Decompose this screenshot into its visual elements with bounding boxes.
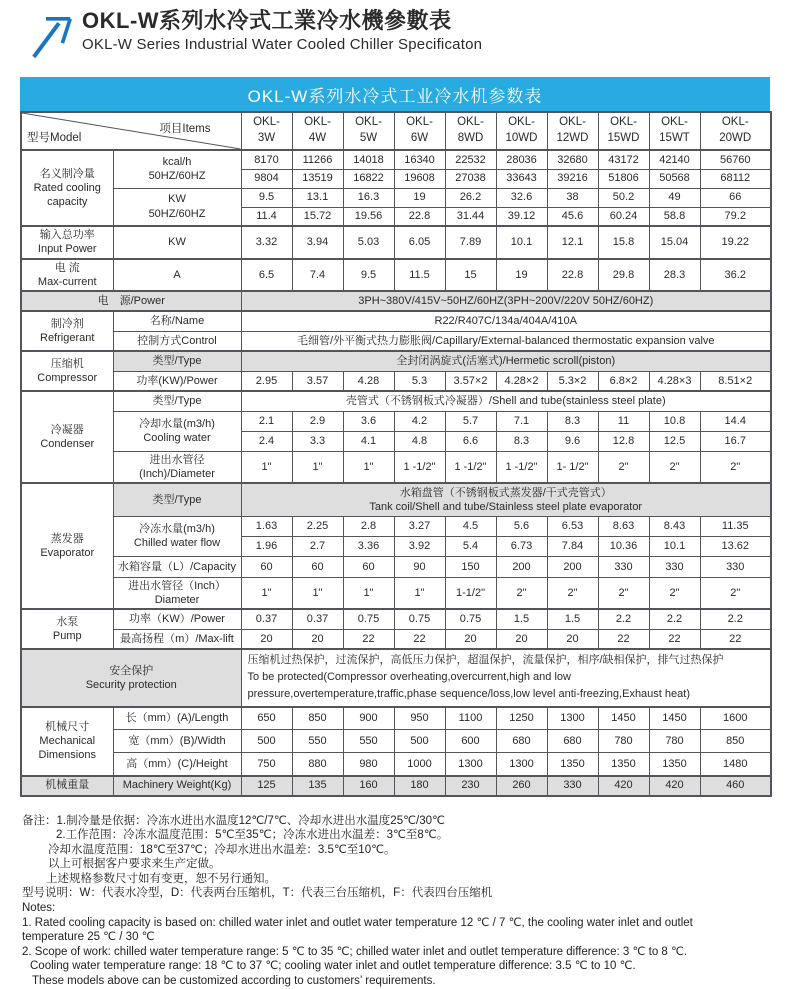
value-cell: 10.36 xyxy=(598,536,649,556)
value-cell: 2.1 xyxy=(241,411,292,431)
value-cell: 500 xyxy=(394,730,445,753)
model-header: OKL- 10WD xyxy=(496,112,547,150)
value-cell: 1100 xyxy=(445,707,496,730)
value-cell: 6.6 xyxy=(445,431,496,451)
value-cell: 20 xyxy=(445,629,496,649)
value-cell: 2.2 xyxy=(700,609,771,629)
value-cell: 4.28×3 xyxy=(649,371,700,391)
value-cell: 2" xyxy=(547,577,598,609)
value-cell: 550 xyxy=(292,730,343,753)
note-line: 2.工作范围：冷冻水温度范围：5℃至35℃；冷冻水进出水温差：3℃至8℃。 xyxy=(56,829,449,842)
value-cell: 3.94 xyxy=(292,226,343,259)
item-label: 最高扬程（m）/Max-lift xyxy=(113,629,241,649)
value-cell: 79.2 xyxy=(700,207,771,226)
table-row xyxy=(21,411,771,431)
item-label: 类型/Type xyxy=(113,483,241,516)
value-cell: 8.3 xyxy=(547,411,598,431)
table-row xyxy=(21,291,771,311)
value-cell: 200 xyxy=(547,556,598,577)
model-header: OKL- 3W xyxy=(241,112,292,150)
table-row xyxy=(21,649,771,706)
value-cell: 8.43 xyxy=(649,516,700,536)
value-cell: 31.44 xyxy=(445,207,496,226)
value-cell: 2" xyxy=(649,577,700,609)
value-cell: 0.37 xyxy=(292,609,343,629)
merged-value-cell: 壳管式（不锈钢板式冷凝器）/Shell and tube(stainless steel plate) xyxy=(241,391,771,411)
item-label: 功率（KW）/Power xyxy=(113,609,241,629)
value-cell: 1" xyxy=(241,577,292,609)
value-cell: 650 xyxy=(241,707,292,730)
value-cell: 1 -1/2" xyxy=(496,451,547,483)
item-label: 冷冻水量(m3/h) Chilled water flow xyxy=(113,516,241,556)
note-line: 冷却水温度范围：18℃至37℃；冷却水进出水温差：3.5℃至10℃。 xyxy=(48,843,396,856)
table-row xyxy=(21,188,771,207)
value-cell: 8.51×2 xyxy=(700,371,771,391)
value-cell: 600 xyxy=(445,730,496,753)
item-label: Machinery Weight(Kg) xyxy=(113,776,241,796)
value-cell: 1350 xyxy=(598,753,649,776)
value-cell: 2.95 xyxy=(241,371,292,391)
spec-table-wrap xyxy=(20,77,770,797)
value-cell: 1" xyxy=(343,577,394,609)
value-cell: 2.2 xyxy=(598,609,649,629)
value-cell: 58.8 xyxy=(649,207,700,226)
value-cell: 1 -1/2" xyxy=(445,451,496,483)
value-cell: 1.63 xyxy=(241,516,292,536)
value-cell: 850 xyxy=(700,730,771,753)
category-label: 输入总功率 Input Power xyxy=(21,226,113,259)
value-cell: 9.5 xyxy=(241,188,292,207)
value-cell: 5.3 xyxy=(394,371,445,391)
value-cell: 33643 xyxy=(496,169,547,188)
value-cell: 2.2 xyxy=(649,609,700,629)
value-cell: 15.72 xyxy=(292,207,343,226)
value-cell: 8170 xyxy=(241,150,292,169)
item-label: KW xyxy=(113,226,241,259)
value-cell: 8.3 xyxy=(496,431,547,451)
value-cell: 9804 xyxy=(241,169,292,188)
table-row xyxy=(21,150,771,169)
model-header: OKL- 12WD xyxy=(547,112,598,150)
value-cell: 12.5 xyxy=(649,431,700,451)
value-cell: 3.27 xyxy=(394,516,445,536)
value-cell: 1" xyxy=(292,577,343,609)
table-row xyxy=(21,311,771,331)
value-cell: 6.73 xyxy=(496,536,547,556)
value-cell: 7.89 xyxy=(445,226,496,259)
value-cell: 3.36 xyxy=(343,536,394,556)
category-label: 水泵 Pump xyxy=(21,609,113,649)
value-cell: 420 xyxy=(598,776,649,796)
value-cell: 330 xyxy=(598,556,649,577)
item-label: 功率(KW)/Power xyxy=(113,371,241,391)
value-cell: 11 xyxy=(598,411,649,431)
value-cell: 45.6 xyxy=(547,207,598,226)
value-cell: 5.03 xyxy=(343,226,394,259)
value-cell: 680 xyxy=(496,730,547,753)
item-label: A xyxy=(113,259,241,292)
note-line: 上述规格参数尺寸如有变更，恕不另行通知。 xyxy=(46,872,276,885)
note-line: Notes: xyxy=(22,902,56,915)
table-row xyxy=(21,776,771,796)
page-header xyxy=(0,0,790,64)
value-cell: 10.1 xyxy=(496,226,547,259)
value-cell: 60.24 xyxy=(598,207,649,226)
value-cell: 22532 xyxy=(445,150,496,169)
value-cell: 50.2 xyxy=(598,188,649,207)
item-label: 长（mm）(A)/Length xyxy=(113,707,241,730)
item-label: 控制方式Control xyxy=(113,331,241,351)
spec-table xyxy=(20,111,772,797)
value-cell: 1300 xyxy=(445,753,496,776)
note-line: 以上可根据客户要求来生产定做。 xyxy=(48,858,221,871)
value-cell: 4.5 xyxy=(445,516,496,536)
value-cell: 16822 xyxy=(343,169,394,188)
value-cell: 7.4 xyxy=(292,259,343,292)
value-cell: 900 xyxy=(343,707,394,730)
model-header: OKL- 8WD xyxy=(445,112,496,150)
item-label: KW 50HZ/60HZ xyxy=(113,188,241,226)
item-label: 类型/Type xyxy=(113,351,241,371)
value-cell: 32.6 xyxy=(496,188,547,207)
value-cell: 13.1 xyxy=(292,188,343,207)
value-cell: 13.62 xyxy=(700,536,771,556)
value-cell: 6.5 xyxy=(241,259,292,292)
table-row xyxy=(21,707,771,730)
item-label: 高（mm）(C)/Height xyxy=(113,753,241,776)
value-cell: 4.28 xyxy=(343,371,394,391)
value-cell: 4.28×2 xyxy=(496,371,547,391)
value-cell: 330 xyxy=(700,556,771,577)
merged-value-cell: 全封闭涡旋式(活塞式)/Hermetic scroll(piston) xyxy=(241,351,771,371)
value-cell: 3.6 xyxy=(343,411,394,431)
value-cell: 36.2 xyxy=(700,259,771,292)
protection-text: 压缩机过热保护，过流保护，高低压力保护，超温保护，流量保护，相序/缺相保护，排气过热保护 To be protected(Compressor overheating,overcurrent,high and low pressure,overtemperature,traffic,phase sequence/loss,low level anti-freezing,Exhaust heat) xyxy=(241,649,771,706)
note-line: These models above can be customized according to customers’ requirements. xyxy=(32,975,436,988)
value-cell: 6.05 xyxy=(394,226,445,259)
value-cell: 3.57 xyxy=(292,371,343,391)
value-cell: 90 xyxy=(394,556,445,577)
item-label: 冷却水量(m3/h) Cooling water xyxy=(113,411,241,451)
value-cell: 38 xyxy=(547,188,598,207)
value-cell: 5.7 xyxy=(445,411,496,431)
table-row xyxy=(21,226,771,259)
value-cell: 460 xyxy=(700,776,771,796)
value-cell: 0.75 xyxy=(394,609,445,629)
merged-value-cell: R22/R407C/134a/404A/410A xyxy=(241,311,771,331)
value-cell: 14018 xyxy=(343,150,394,169)
value-cell: 1450 xyxy=(649,707,700,730)
value-cell: 2" xyxy=(496,577,547,609)
value-cell: 16340 xyxy=(394,150,445,169)
value-cell: 20 xyxy=(547,629,598,649)
category-label: 安全保护 Security protection xyxy=(21,649,241,706)
item-label: 类型/Type xyxy=(113,391,241,411)
value-cell: 10.1 xyxy=(649,536,700,556)
value-cell: 11.4 xyxy=(241,207,292,226)
corner-items-label: 项目Items xyxy=(159,123,211,135)
value-cell: 19.22 xyxy=(700,226,771,259)
model-header: OKL- 4W xyxy=(292,112,343,150)
category-label: 机械尺寸 Mechanical Dimensions xyxy=(21,707,113,776)
value-cell: 22.8 xyxy=(394,207,445,226)
category-label: 蒸发器 Evaporator xyxy=(21,483,113,609)
value-cell: 3.57×2 xyxy=(445,371,496,391)
value-cell: 50568 xyxy=(649,169,700,188)
value-cell: 780 xyxy=(598,730,649,753)
value-cell: 2.7 xyxy=(292,536,343,556)
value-cell: 125 xyxy=(241,776,292,796)
value-cell: 20 xyxy=(292,629,343,649)
table-row xyxy=(21,577,771,609)
value-cell: 0.37 xyxy=(241,609,292,629)
value-cell: 22 xyxy=(343,629,394,649)
value-cell: 12.1 xyxy=(547,226,598,259)
value-cell: 0.75 xyxy=(445,609,496,629)
value-cell: 29.8 xyxy=(598,259,649,292)
value-cell: 880 xyxy=(292,753,343,776)
notes-section xyxy=(22,814,768,989)
value-cell: 420 xyxy=(649,776,700,796)
value-cell: 28.3 xyxy=(649,259,700,292)
value-cell: 500 xyxy=(241,730,292,753)
note-line: 备注：1.制冷量是依据：冷冻水进出水温度12℃/7℃、冷却水进出水温度25℃/30℃ xyxy=(22,814,445,827)
table-row xyxy=(21,451,771,483)
category-label: 电 流 Max-current xyxy=(21,259,113,292)
page-subtitle: OKL-W Series Industrial Water Cooled Chiller Specificaton xyxy=(82,36,483,53)
page-title: OKL-W系列水冷式工業冷水機參數表 xyxy=(82,8,452,33)
value-cell: 1600 xyxy=(700,707,771,730)
corner-model-label: 型号Model xyxy=(27,132,82,145)
category-label: 制冷剂 Refrigerant xyxy=(21,311,113,351)
value-cell: 11.35 xyxy=(700,516,771,536)
value-cell: 7.1 xyxy=(496,411,547,431)
item-label: 水箱容量（L）/Capacity xyxy=(113,556,241,577)
note-line: Cooling water temperature range: 18 ℃ to 37 ℃; cooling water inlet and outlet temperature difference: 3.5 ℃ to 10 ℃. xyxy=(30,960,636,973)
value-cell: 22 xyxy=(598,629,649,649)
value-cell: 43172 xyxy=(598,150,649,169)
value-cell: 680 xyxy=(547,730,598,753)
value-cell: 39216 xyxy=(547,169,598,188)
value-cell: 2" xyxy=(598,451,649,483)
item-label: 进出水管径 (Inch)/Diameter xyxy=(113,451,241,483)
value-cell: 260 xyxy=(496,776,547,796)
table-row xyxy=(21,483,771,516)
arrow-logo-icon xyxy=(26,10,78,64)
table-row xyxy=(21,259,771,292)
model-header: OKL- 15WT xyxy=(649,112,700,150)
value-cell: 66 xyxy=(700,188,771,207)
value-cell: 42140 xyxy=(649,150,700,169)
value-cell: 1.96 xyxy=(241,536,292,556)
value-cell: 60 xyxy=(343,556,394,577)
value-cell: 1350 xyxy=(649,753,700,776)
value-cell: 330 xyxy=(547,776,598,796)
value-cell: 0.75 xyxy=(343,609,394,629)
value-cell: 6.53 xyxy=(547,516,598,536)
value-cell: 11.5 xyxy=(394,259,445,292)
value-cell: 330 xyxy=(649,556,700,577)
value-cell: 980 xyxy=(343,753,394,776)
value-cell: 2" xyxy=(598,577,649,609)
table-row xyxy=(21,351,771,371)
value-cell: 5.3×2 xyxy=(547,371,598,391)
value-cell: 230 xyxy=(445,776,496,796)
value-cell: 1.5 xyxy=(496,609,547,629)
table-row xyxy=(21,730,771,753)
value-cell: 5.4 xyxy=(445,536,496,556)
value-cell: 60 xyxy=(241,556,292,577)
value-cell: 22 xyxy=(700,629,771,649)
value-cell: 68112 xyxy=(700,169,771,188)
value-cell: 780 xyxy=(649,730,700,753)
value-cell: 1" xyxy=(394,577,445,609)
table-title-bar: OKL-W系列水冷式工业冷水机参数表 xyxy=(20,77,770,111)
corner-cell xyxy=(21,112,241,150)
table-row xyxy=(21,516,771,536)
value-cell: 15 xyxy=(445,259,496,292)
note-line: 型号说明：W：代表水冷型，D：代表两台压缩机，T：代表三台压缩机，F：代表四台压缩机 xyxy=(22,887,493,900)
value-cell: 11266 xyxy=(292,150,343,169)
value-cell: 2.9 xyxy=(292,411,343,431)
value-cell: 1300 xyxy=(547,707,598,730)
value-cell: 1 -1/2" xyxy=(394,451,445,483)
value-cell: 4.2 xyxy=(394,411,445,431)
value-cell: 28036 xyxy=(496,150,547,169)
table-row xyxy=(21,391,771,411)
value-cell: 1450 xyxy=(598,707,649,730)
model-header: OKL- 5W xyxy=(343,112,394,150)
table-row xyxy=(21,629,771,649)
value-cell: 1-1/2" xyxy=(445,577,496,609)
value-cell: 160 xyxy=(343,776,394,796)
value-cell: 32680 xyxy=(547,150,598,169)
value-cell: 15.8 xyxy=(598,226,649,259)
item-label: 进出水管径（Inch） Diameter xyxy=(113,577,241,609)
value-cell: 1- 1/2" xyxy=(547,451,598,483)
table-row xyxy=(21,371,771,391)
value-cell: 5.6 xyxy=(496,516,547,536)
value-cell: 9.6 xyxy=(547,431,598,451)
value-cell: 750 xyxy=(241,753,292,776)
value-cell: 200 xyxy=(496,556,547,577)
value-cell: 1250 xyxy=(496,707,547,730)
value-cell: 26.2 xyxy=(445,188,496,207)
model-header: OKL- 15WD xyxy=(598,112,649,150)
value-cell: 1" xyxy=(343,451,394,483)
value-cell: 19.56 xyxy=(343,207,394,226)
value-cell: 3.3 xyxy=(292,431,343,451)
value-cell: 2.25 xyxy=(292,516,343,536)
item-label: 宽（mm）(B)/Width xyxy=(113,730,241,753)
merged-value-cell: 3PH~380V/415V~50HZ/60HZ(3PH~200V/220V 50HZ/60HZ) xyxy=(241,291,771,311)
note-line: 2. Scope of work: chilled water temperature range: 5 ℃ to 35 ℃; chilled water inlet and outlet temperature difference: 3 ℃ to 8 ℃. xyxy=(22,945,688,958)
table-row xyxy=(21,753,771,776)
value-cell: 1350 xyxy=(547,753,598,776)
value-cell: 19 xyxy=(496,259,547,292)
note-line: 1. Rated cooling capacity is based on: chilled water inlet and outlet water temperature 12 ℃ / 7 ℃, the cooling water inlet and outlet xyxy=(22,916,693,929)
value-cell: 22.8 xyxy=(547,259,598,292)
value-cell: 850 xyxy=(292,707,343,730)
value-cell: 22 xyxy=(394,629,445,649)
value-cell: 22 xyxy=(649,629,700,649)
value-cell: 39.12 xyxy=(496,207,547,226)
value-cell: 1300 xyxy=(496,753,547,776)
value-cell: 150 xyxy=(445,556,496,577)
value-cell: 16.7 xyxy=(700,431,771,451)
model-header: OKL- 20WD xyxy=(700,112,771,150)
value-cell: 20 xyxy=(241,629,292,649)
value-cell: 4.8 xyxy=(394,431,445,451)
value-cell: 1.5 xyxy=(547,609,598,629)
value-cell: 1" xyxy=(292,451,343,483)
table-row xyxy=(21,331,771,351)
value-cell: 3.32 xyxy=(241,226,292,259)
value-cell: 2.4 xyxy=(241,431,292,451)
value-cell: 56760 xyxy=(700,150,771,169)
value-cell: 10.8 xyxy=(649,411,700,431)
value-cell: 550 xyxy=(343,730,394,753)
category-label: 冷凝器 Condenser xyxy=(21,391,113,483)
category-label: 压缩机 Compressor xyxy=(21,351,113,391)
item-label: 电 源/Power xyxy=(21,291,241,311)
value-cell: 7.84 xyxy=(547,536,598,556)
table-row xyxy=(21,609,771,629)
note-line: temperature 25 ℃ / 30 ℃ xyxy=(22,931,155,944)
value-cell: 12.8 xyxy=(598,431,649,451)
table-row xyxy=(21,556,771,577)
value-cell: 2" xyxy=(700,451,771,483)
value-cell: 27038 xyxy=(445,169,496,188)
merged-value-cell: 水箱盘管（不锈钢板式蒸发器/干式壳管式） Tank coil/Shell and tube/Stainless steel plate evaporator xyxy=(241,483,771,516)
value-cell: 13519 xyxy=(292,169,343,188)
value-cell: 1480 xyxy=(700,753,771,776)
item-label: kcal/h 50HZ/60HZ xyxy=(113,150,241,188)
value-cell: 180 xyxy=(394,776,445,796)
value-cell: 16.3 xyxy=(343,188,394,207)
value-cell: 3.92 xyxy=(394,536,445,556)
value-cell: 60 xyxy=(292,556,343,577)
item-label: 名称/Name xyxy=(113,311,241,331)
value-cell: 2" xyxy=(649,451,700,483)
value-cell: 6.8×2 xyxy=(598,371,649,391)
value-cell: 8.63 xyxy=(598,516,649,536)
value-cell: 14.4 xyxy=(700,411,771,431)
value-cell: 19 xyxy=(394,188,445,207)
merged-value-cell: 毛细管/外平衡式热力膨胀阀/Capillary/External-balanced thermostatic expansion valve xyxy=(241,331,771,351)
value-cell: 20 xyxy=(496,629,547,649)
value-cell: 9.5 xyxy=(343,259,394,292)
value-cell: 51806 xyxy=(598,169,649,188)
value-cell: 950 xyxy=(394,707,445,730)
category-label: 机械重量 xyxy=(21,776,113,796)
value-cell: 2.8 xyxy=(343,516,394,536)
value-cell: 135 xyxy=(292,776,343,796)
category-label: 名义制冷量 Rated cooling capacity xyxy=(21,150,113,226)
value-cell: 49 xyxy=(649,188,700,207)
value-cell: 19608 xyxy=(394,169,445,188)
model-header: OKL- 6W xyxy=(394,112,445,150)
value-cell: 1" xyxy=(241,451,292,483)
value-cell: 2" xyxy=(700,577,771,609)
value-cell: 15.04 xyxy=(649,226,700,259)
value-cell: 1000 xyxy=(394,753,445,776)
value-cell: 4.1 xyxy=(343,431,394,451)
